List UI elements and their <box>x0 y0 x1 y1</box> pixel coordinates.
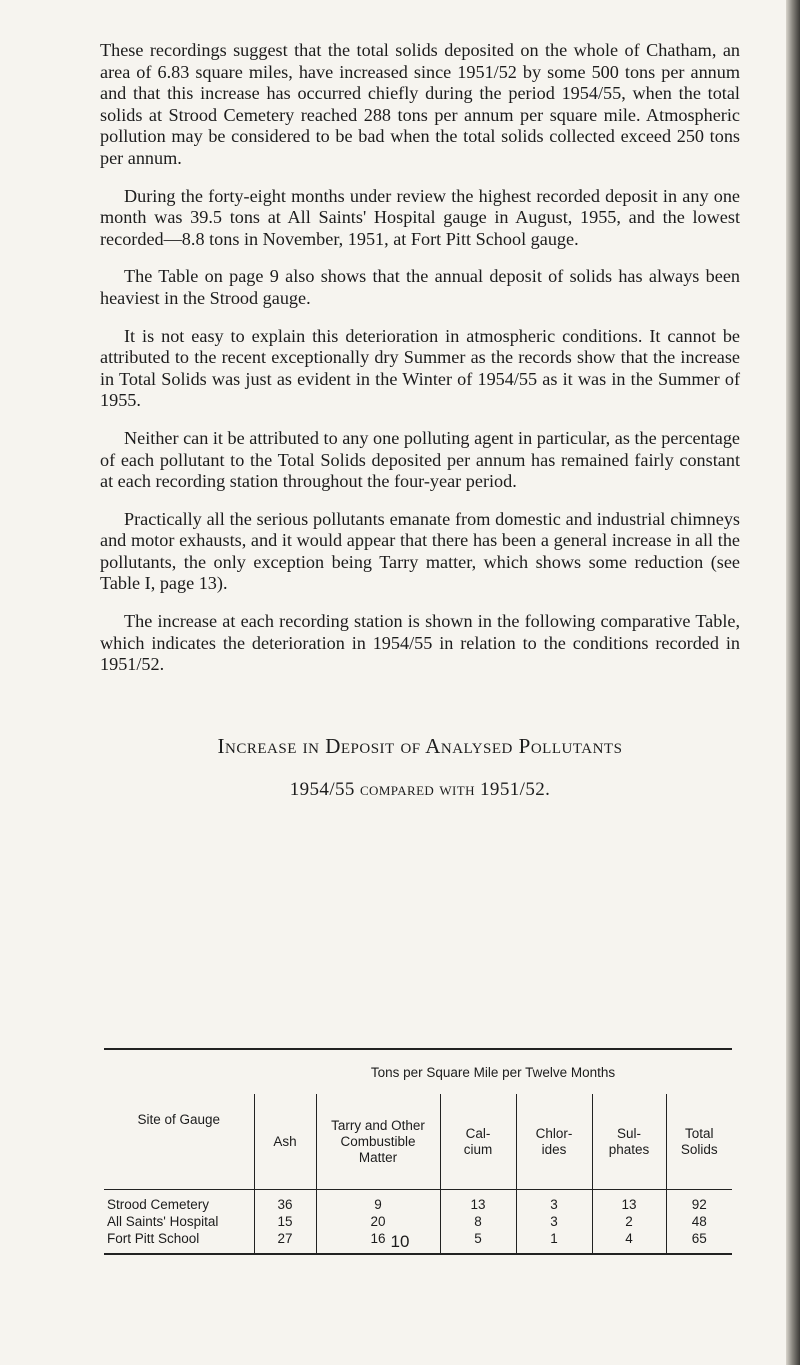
paragraph-1: These recordings suggest that the total solids deposited on the whole of Chatham, an area of 6.83 square miles, have increased since 1951/52 by some 500 tons per annum and that this increase has occurred chiefly during the period 1954/55, when the total solids at Strood Cemetery reached 288 tons per annum per square mile. Atmospheric pollution may be considered to be bad when the total solids collected exceed 250 tons per annum. <box>100 40 740 168</box>
section-subheading: 1954/55 compared with 1951/52. <box>289 778 551 800</box>
chlorides-cell: 3 <box>516 1190 592 1214</box>
column-header-chlorides-text: Chlor- ides <box>535 1125 573 1157</box>
paragraph-5: Neither can it be attributed to any one polluting agent in particular, as the percentage of each pollutant to the Total Solids deposited per annum has remained fairly constant at each recording station throughout the four-year period. <box>100 427 740 492</box>
ash-cell: 36 <box>254 1190 316 1214</box>
calcium-cell: 8 <box>440 1213 516 1230</box>
ash-cell: 27 <box>254 1230 316 1254</box>
column-header-total-solids-text: Total Solids <box>680 1125 718 1157</box>
page-edge <box>786 0 800 1365</box>
chlorides-cell: 3 <box>516 1213 592 1230</box>
column-header-calcium-text: Cal- cium <box>463 1125 493 1157</box>
site-cell: Fort Pitt School <box>107 1231 200 1246</box>
paragraph-6: Practically all the serious pollutants emanate from domestic and industrial chimneys and motor exhausts, and it would appear that there has been a general increase in all the pollutants, the only exception being Tarry matter, which shows some reduction (see Table I, page 13). <box>100 508 740 594</box>
total-solids-cell: 48 <box>666 1213 732 1230</box>
column-header-total-solids <box>666 1094 732 1190</box>
section-heading <box>100 734 740 759</box>
sulphates-cell: 13 <box>592 1190 666 1214</box>
total-solids-cell: 92 <box>666 1190 732 1214</box>
section-heading-text: Increase in Deposit of Analysed Pollutants <box>217 733 623 758</box>
site-of-gauge-header: Site of Gauge <box>104 1049 254 1190</box>
column-header-sulphates-text: Sul- phates <box>608 1125 650 1157</box>
calcium-cell: 13 <box>440 1190 516 1214</box>
table-row <box>104 1213 732 1230</box>
tons-per-square-mile-header: Tons per Square Mile per Twelve Months <box>370 1064 616 1080</box>
column-header-sulphates <box>592 1094 666 1190</box>
paragraph-4: It is not easy to explain this deterioration in atmospheric conditions. It cannot be attributed to the recent exceptionally dry Summer as the records show that the increase in Total Solids was just as evident in the Winter of 1954/55 as it was in the Summer of 1955. <box>100 325 740 411</box>
chlorides-cell: 1 <box>516 1230 592 1254</box>
document-body <box>100 40 740 801</box>
sulphates-cell: 4 <box>592 1230 666 1254</box>
pollutant-table <box>104 1048 732 1255</box>
tarry-cell: 9 <box>316 1190 440 1214</box>
column-header-calcium <box>440 1094 516 1190</box>
calcium-cell: 5 <box>440 1230 516 1254</box>
column-header-ash: Ash <box>254 1094 316 1190</box>
column-header-tarry-text: Tarry and Other Combustible Matter <box>331 1117 425 1165</box>
paragraph-2: During the forty-eight months under review the highest recorded deposit in any one month was 39.5 tons at All Saints' Hospital gauge in August, 1955, and the lowest recorded—8.8 tons in November, 1951, at Fort Pitt School gauge. <box>100 185 740 249</box>
column-header-chlorides <box>516 1094 592 1190</box>
sulphates-cell: 2 <box>592 1213 666 1230</box>
tarry-cell: 20 <box>316 1213 440 1230</box>
ash-cell: 15 <box>254 1213 316 1230</box>
site-cell: Strood Cemetery <box>107 1197 210 1212</box>
total-solids-cell: 65 <box>666 1230 732 1254</box>
page-number: 10 <box>390 1232 410 1251</box>
tarry-cell: 16 <box>316 1230 440 1254</box>
table-row <box>104 1190 732 1214</box>
column-header-tarry <box>316 1094 440 1190</box>
site-cell: All Saints' Hospital <box>107 1214 219 1229</box>
paragraph-7: The increase at each recording station is shown in the following comparative Table, which indicates the deterioration in 1954/55 in relation to the conditions recorded in 1951/52. <box>100 611 740 675</box>
paragraph-3: The Table on page 9 also shows that the annual deposit of solids has always been heaviest in the Strood gauge. <box>100 266 740 308</box>
